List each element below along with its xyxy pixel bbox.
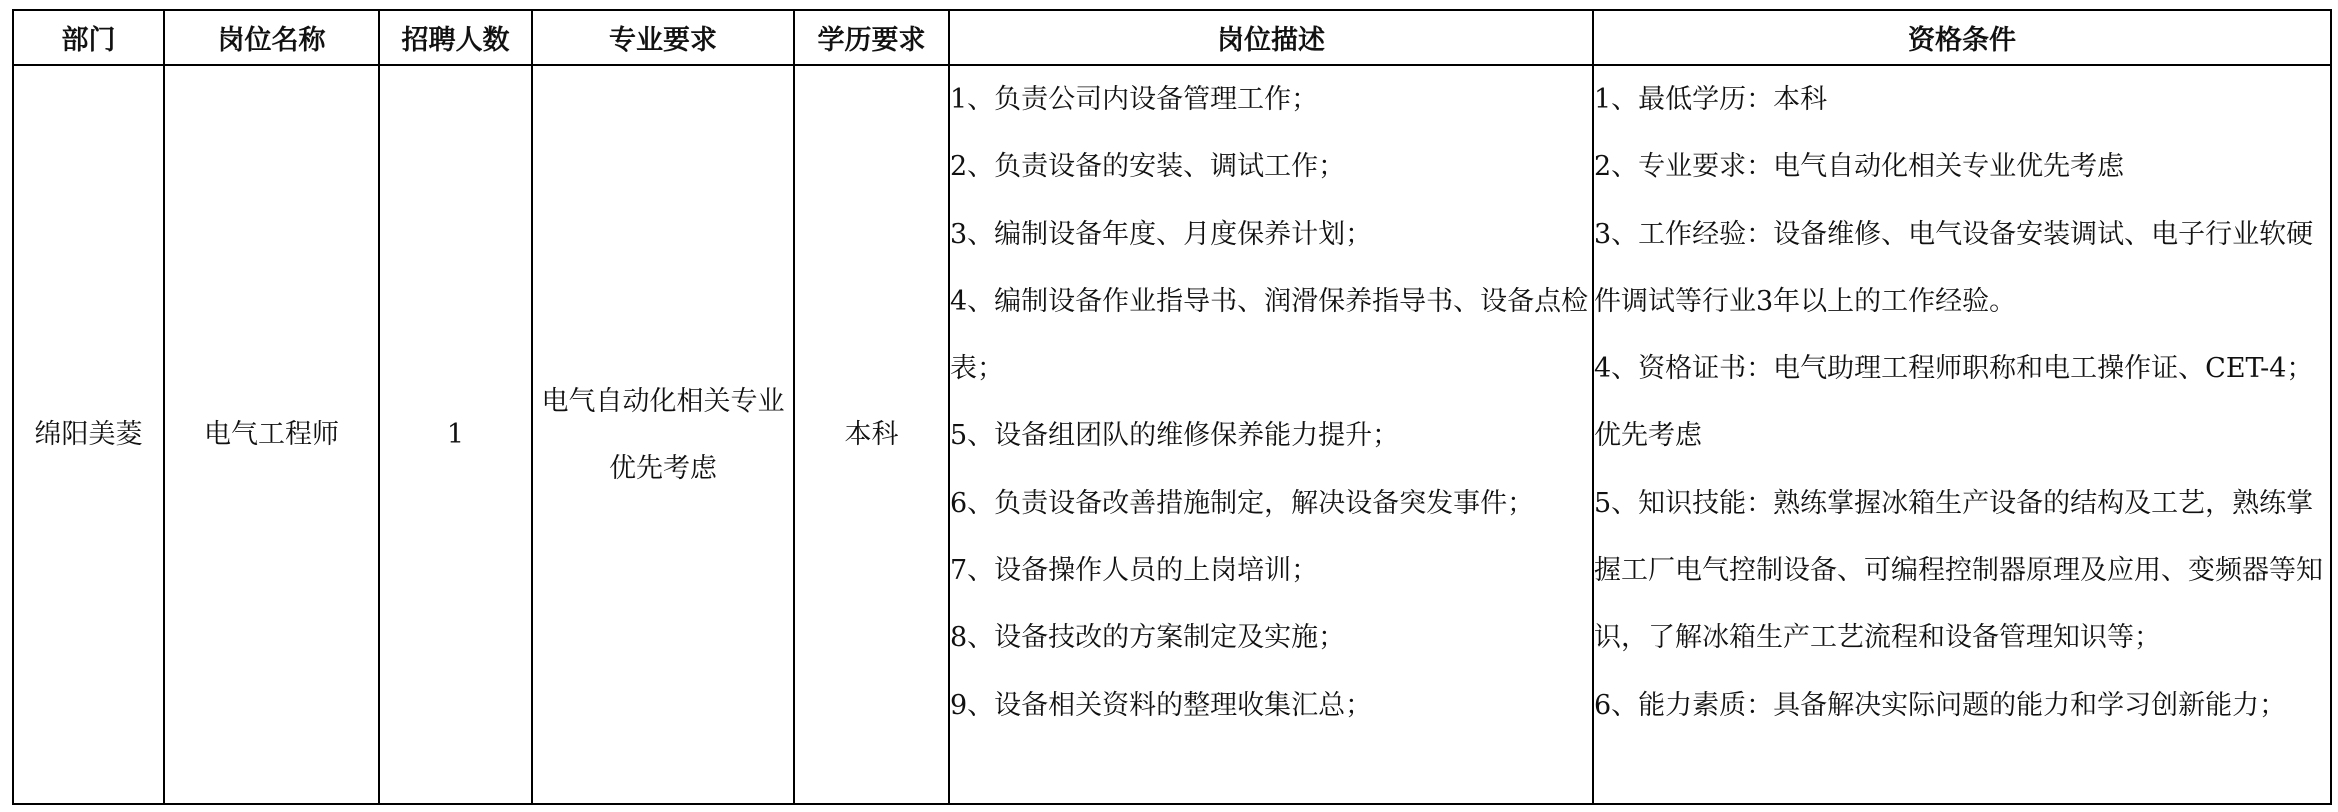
- qualification-item: 5、知识技能：熟练掌握冰箱生产设备的结构及工艺，熟练掌握工厂电气控制设备、可编程控制器原理及应用、变频器等知识，了解冰箱生产工艺流程和设备管理知识等；: [1594, 487, 2323, 654]
- qualification-item: 6、能力素质：具备解决实际问题的能力和学习创新能力；: [1594, 689, 2287, 721]
- education-cell: 本科: [794, 65, 949, 804]
- header-education: 学历要求: [794, 10, 949, 65]
- headcount-cell: 1: [379, 65, 532, 804]
- position-cell: 电气工程师: [164, 65, 379, 804]
- table-row: [13, 65, 2331, 804]
- job-posting-table: [12, 9, 2332, 805]
- description-item: 2、负责设备的安装、调试工作；: [950, 151, 1346, 183]
- qualification-item: 1、最低学历：本科: [1594, 84, 1828, 115]
- major-cell: 电气自动化相关专业优先考虑: [532, 65, 794, 804]
- header-description: 岗位描述: [949, 10, 1593, 65]
- description-cell: [949, 65, 1593, 804]
- header-department: 部门: [13, 10, 164, 65]
- header-position: 岗位名称: [164, 10, 379, 65]
- description-item: 6、负责设备改善措施制定，解决设备突发事件；: [950, 487, 1535, 519]
- header-headcount: 招聘人数: [379, 10, 532, 65]
- header-qualifications: 资格条件: [1593, 10, 2331, 65]
- description-item: 9、设备相关资料的整理收集汇总；: [950, 689, 1373, 721]
- qualification-item: 3、工作经验：设备维修、电气设备安装调试、电子行业软硬件调试等行业3年以上的工作经验。: [1594, 218, 2314, 317]
- description-item: 3、编制设备年度、月度保养计划；: [950, 218, 1373, 250]
- description-item: 1、负责公司内设备管理工作；: [950, 84, 1319, 115]
- description-item: 5、设备组团队的维修保养能力提升；: [950, 420, 1400, 452]
- description-item: 4、编制设备作业指导书、润滑保养指导书、设备点检表；: [950, 285, 1589, 385]
- header-row: [13, 10, 2331, 65]
- qualification-item: 4、资格证书：电气助理工程师职称和电工操作证、CET-4；优先考虑: [1594, 353, 2314, 452]
- qualifications-cell: [1593, 65, 2331, 804]
- description-item: 7、设备操作人员的上岗培训；: [950, 555, 1319, 587]
- description-item: 8、设备技改的方案制定及实施；: [950, 622, 1346, 654]
- department-cell: 绵阳美菱: [13, 65, 164, 804]
- qualification-item: 2、专业要求：电气自动化相关专业优先考虑: [1594, 151, 2125, 183]
- header-major: 专业要求: [532, 10, 794, 65]
